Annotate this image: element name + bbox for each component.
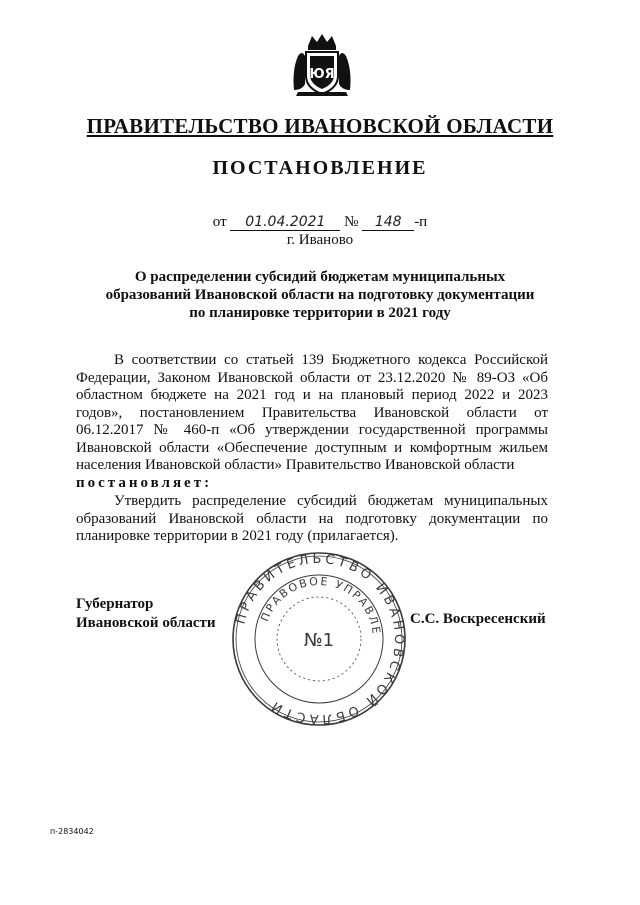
date-prefix: от bbox=[212, 214, 227, 230]
number-suffix: -п bbox=[414, 214, 428, 230]
preamble-paragraph bbox=[76, 352, 548, 492]
city: г. Иваново bbox=[286, 232, 354, 248]
government-title: ПРАВИТЕЛЬСТВО ИВАНОВСКОЙ ОБЛАСТИ bbox=[86, 114, 554, 138]
svg-text:ЮЯ: ЮЯ bbox=[309, 67, 335, 82]
signer-title-line2: Ивановской области bbox=[76, 615, 216, 631]
stamp-inner-text: ПРАВОВОЕ УПРАВЛЕ bbox=[258, 574, 383, 637]
official-stamp bbox=[231, 551, 407, 727]
date-number-line bbox=[0, 214, 640, 231]
handwritten-number: 148 bbox=[362, 214, 414, 231]
approve-paragraph: Утвердить распределение субсидий бюджетам муниципальных образований Ивановской области на подготовку документации по планировке территории в 2021 году (прилагается). bbox=[76, 493, 548, 544]
coat-of-arms-icon bbox=[286, 30, 358, 102]
number-prefix: № bbox=[344, 214, 359, 230]
signer-title-line1: Губернатор bbox=[76, 596, 154, 612]
signer-position bbox=[76, 595, 216, 633]
stamp-center-number: №1 bbox=[303, 630, 335, 651]
handwritten-date: 01.04.2021 bbox=[230, 214, 340, 231]
preamble-text: В соответствии со статьей 139 Бюджетного кодекса Российской Федерации, Законом Ивановской области от 23.12.2020 № 89-ОЗ «Об областном бюджете на 2021 год и на плановый период 2022 и 2023 годов», постановлением Правительства Ивановской области от 06.12.2017 № 460-п «Об утверждении государственной программы Ивановской области «Обеспечение доступным и комфортным жильем населения Ивановской области» Правительство Ивановской области bbox=[76, 352, 548, 473]
document-type: ПОСТАНОВЛЕНИЕ bbox=[212, 157, 428, 179]
subject-heading: О распределении субсидий бюджетам муниципальных образований Ивановской области на подготовку документации по планировке территории в 2021 году bbox=[105, 269, 535, 321]
decree-word: постановляет: bbox=[76, 474, 213, 491]
document-code: п-2834042 bbox=[50, 827, 94, 836]
signer-name: С.С. Воскресенский bbox=[410, 611, 546, 627]
stamp-outer-text: ПРАВИТЕЛЬСТВО ИВАНОВСКОЙ ОБЛАСТИ bbox=[233, 551, 407, 727]
